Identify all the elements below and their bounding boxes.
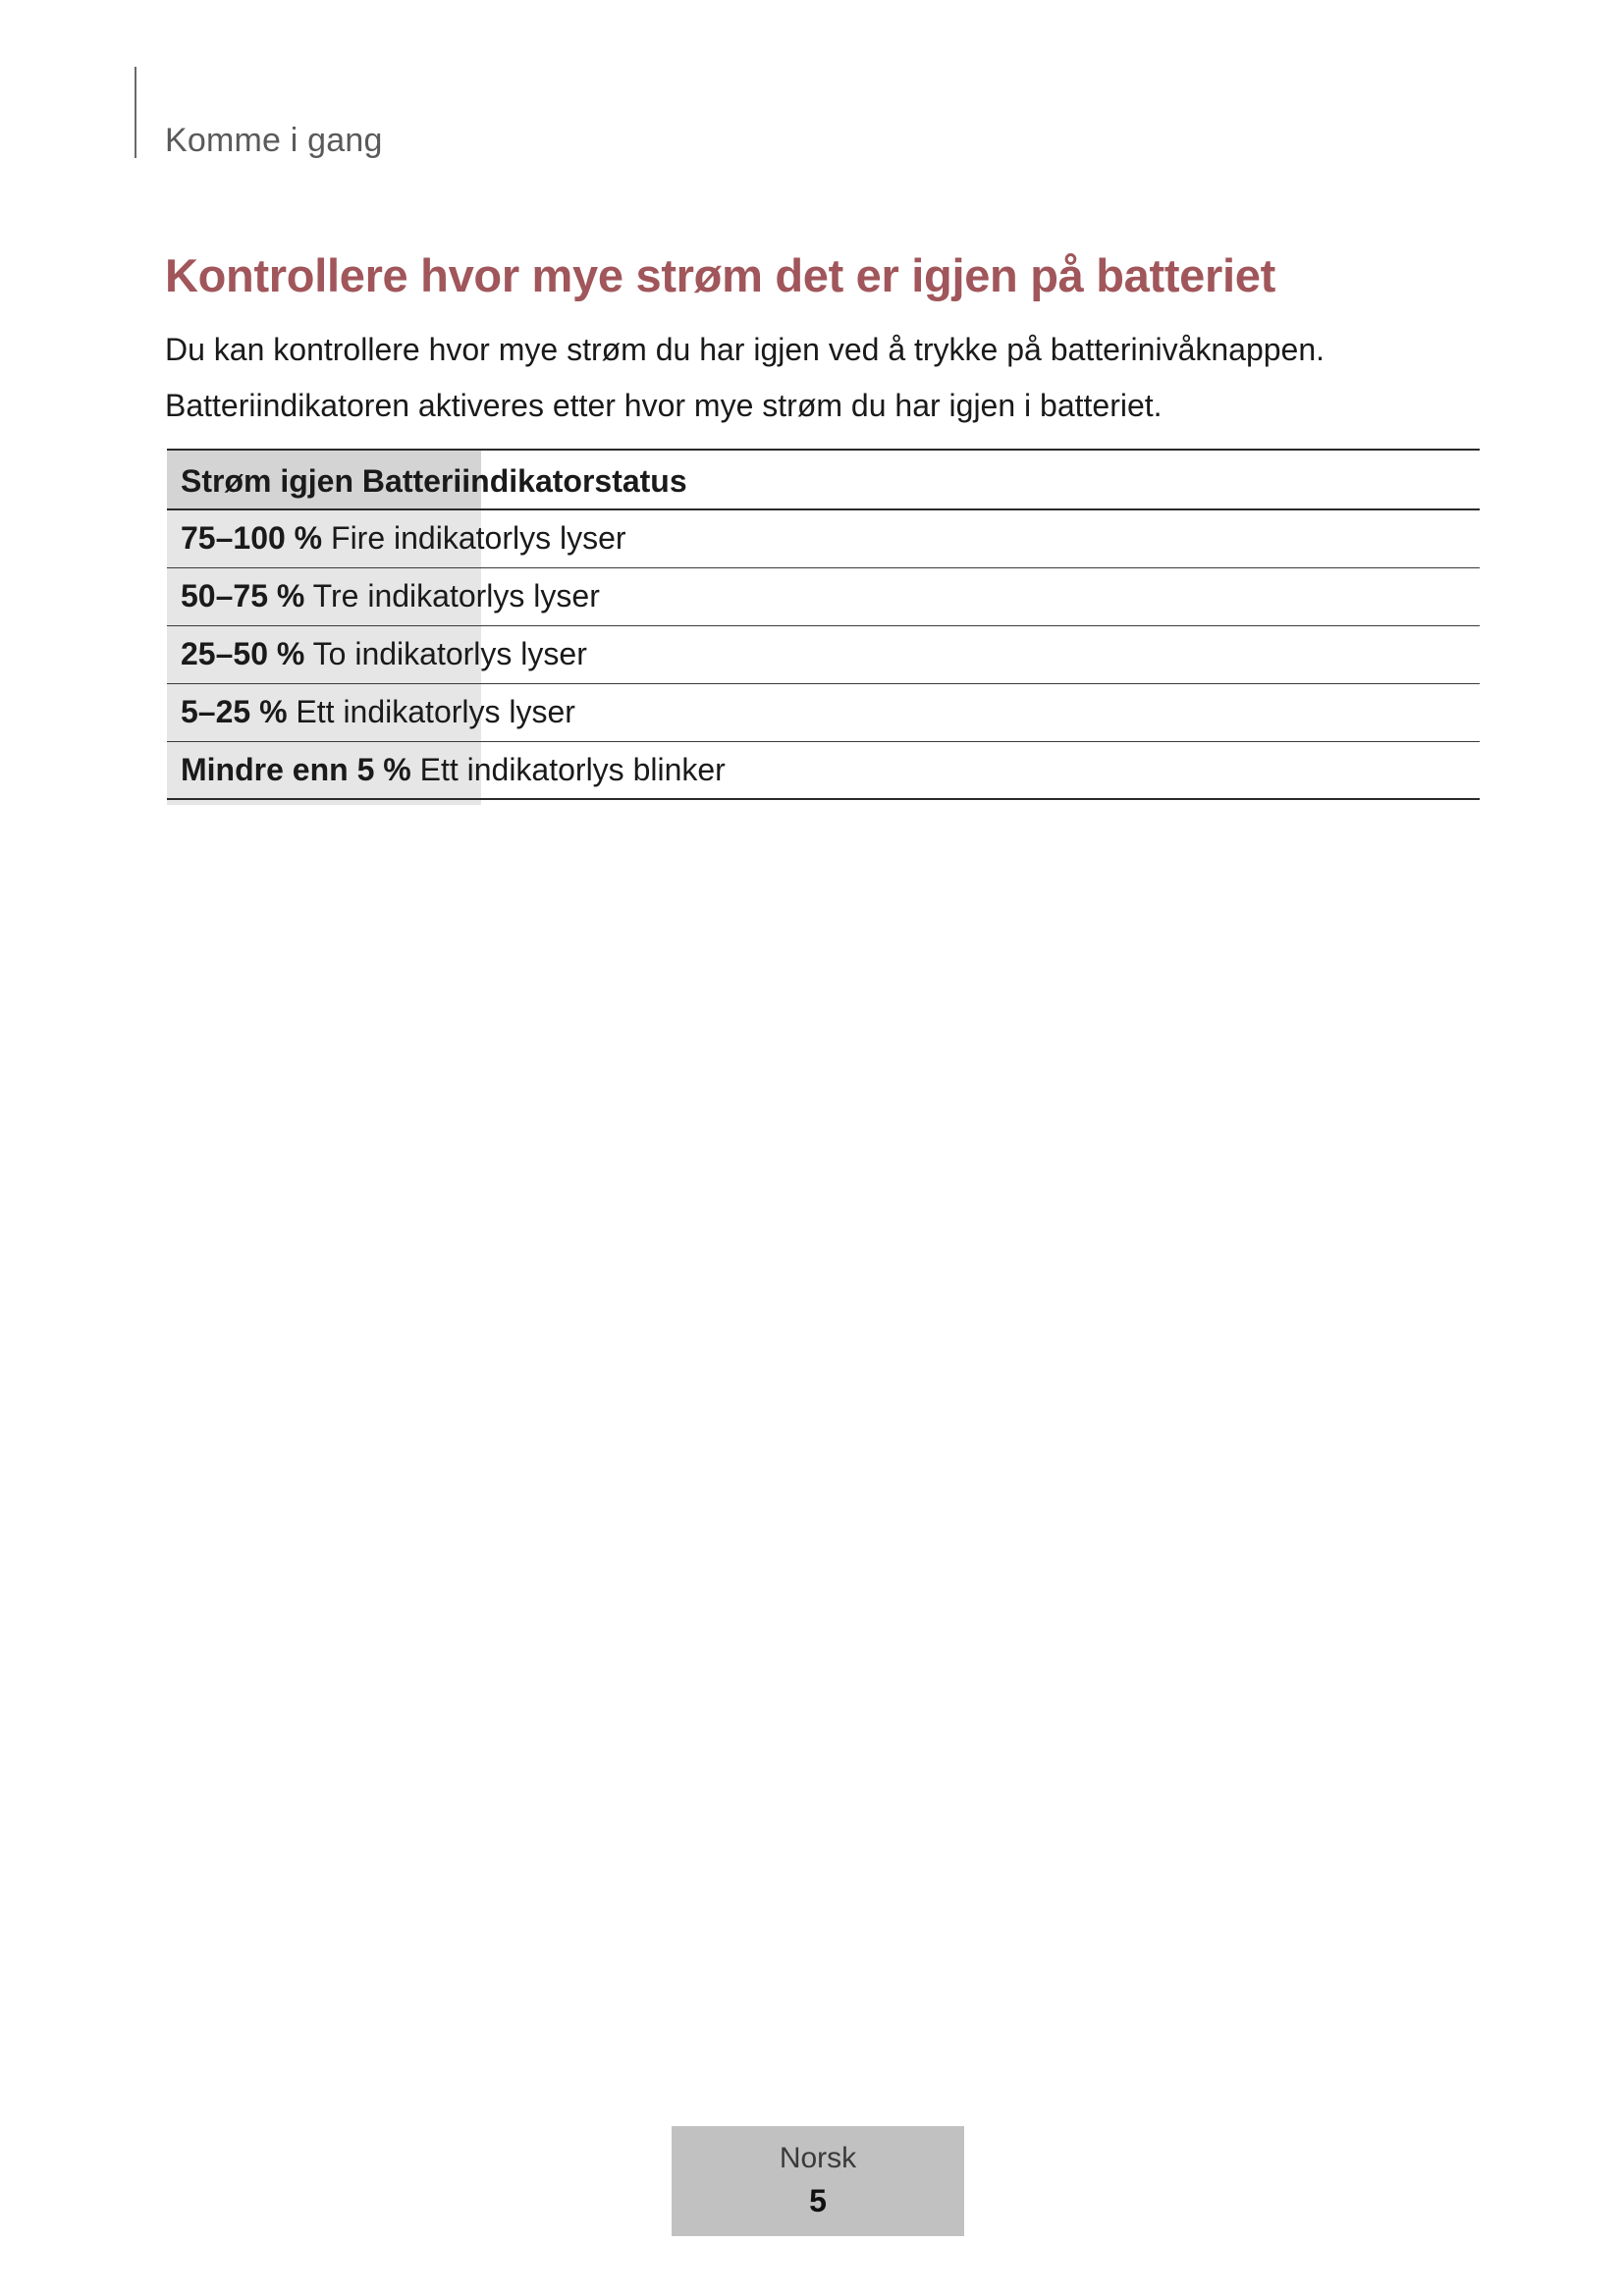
row-status: Ett indikatorlys blinker (419, 751, 726, 787)
header-divider (135, 67, 136, 158)
table-cell (167, 567, 1480, 625)
table-row (167, 741, 1480, 799)
battery-status-table (167, 449, 1480, 800)
header-indicator-status: Batteriindikatorstatus (361, 463, 687, 499)
battery-table-container (167, 449, 1480, 800)
row-status: Fire indikatorlys lyser (331, 520, 626, 557)
table-cell (167, 741, 1480, 799)
intro-paragraph: Du kan kontrollere hvor mye strøm du har igjen ved å trykke på batterinivåknappen. (165, 332, 1326, 367)
page-title: Kontrollere hvor mye strøm det er igjen på batteriet (165, 249, 1275, 301)
intro-paragraph: Batteriindikatoren aktiveres etter hvor mye strøm du har igjen i batteriet. (165, 388, 1163, 423)
row-level: 25–50 % (181, 636, 305, 671)
table-header-row (167, 450, 1480, 509)
page-number: 5 (809, 2183, 827, 2218)
row-status: To indikatorlys lyser (312, 636, 587, 671)
row-status: Tre indikatorlys lyser (312, 578, 600, 614)
row-level: 75–100 % (181, 520, 323, 557)
table-row (167, 567, 1480, 625)
table-cell (167, 509, 1480, 567)
table-row (167, 625, 1480, 683)
table-cell (167, 625, 1480, 683)
page-footer (672, 2126, 964, 2236)
row-level: 5–25 % (181, 694, 288, 729)
section-label: Komme i gang (165, 122, 383, 159)
table-row (167, 683, 1480, 741)
table-header-cell (167, 450, 1480, 509)
row-level: Mindre enn 5 % (181, 751, 411, 787)
row-level: 50–75 % (181, 578, 305, 614)
row-status: Ett indikatorlys lyser (296, 694, 575, 729)
table-cell (167, 683, 1480, 741)
intro-text (165, 322, 1481, 434)
table-row (167, 509, 1480, 567)
footer-language: Norsk (779, 2142, 857, 2174)
header-remaining-power: Strøm igjen (181, 463, 354, 499)
